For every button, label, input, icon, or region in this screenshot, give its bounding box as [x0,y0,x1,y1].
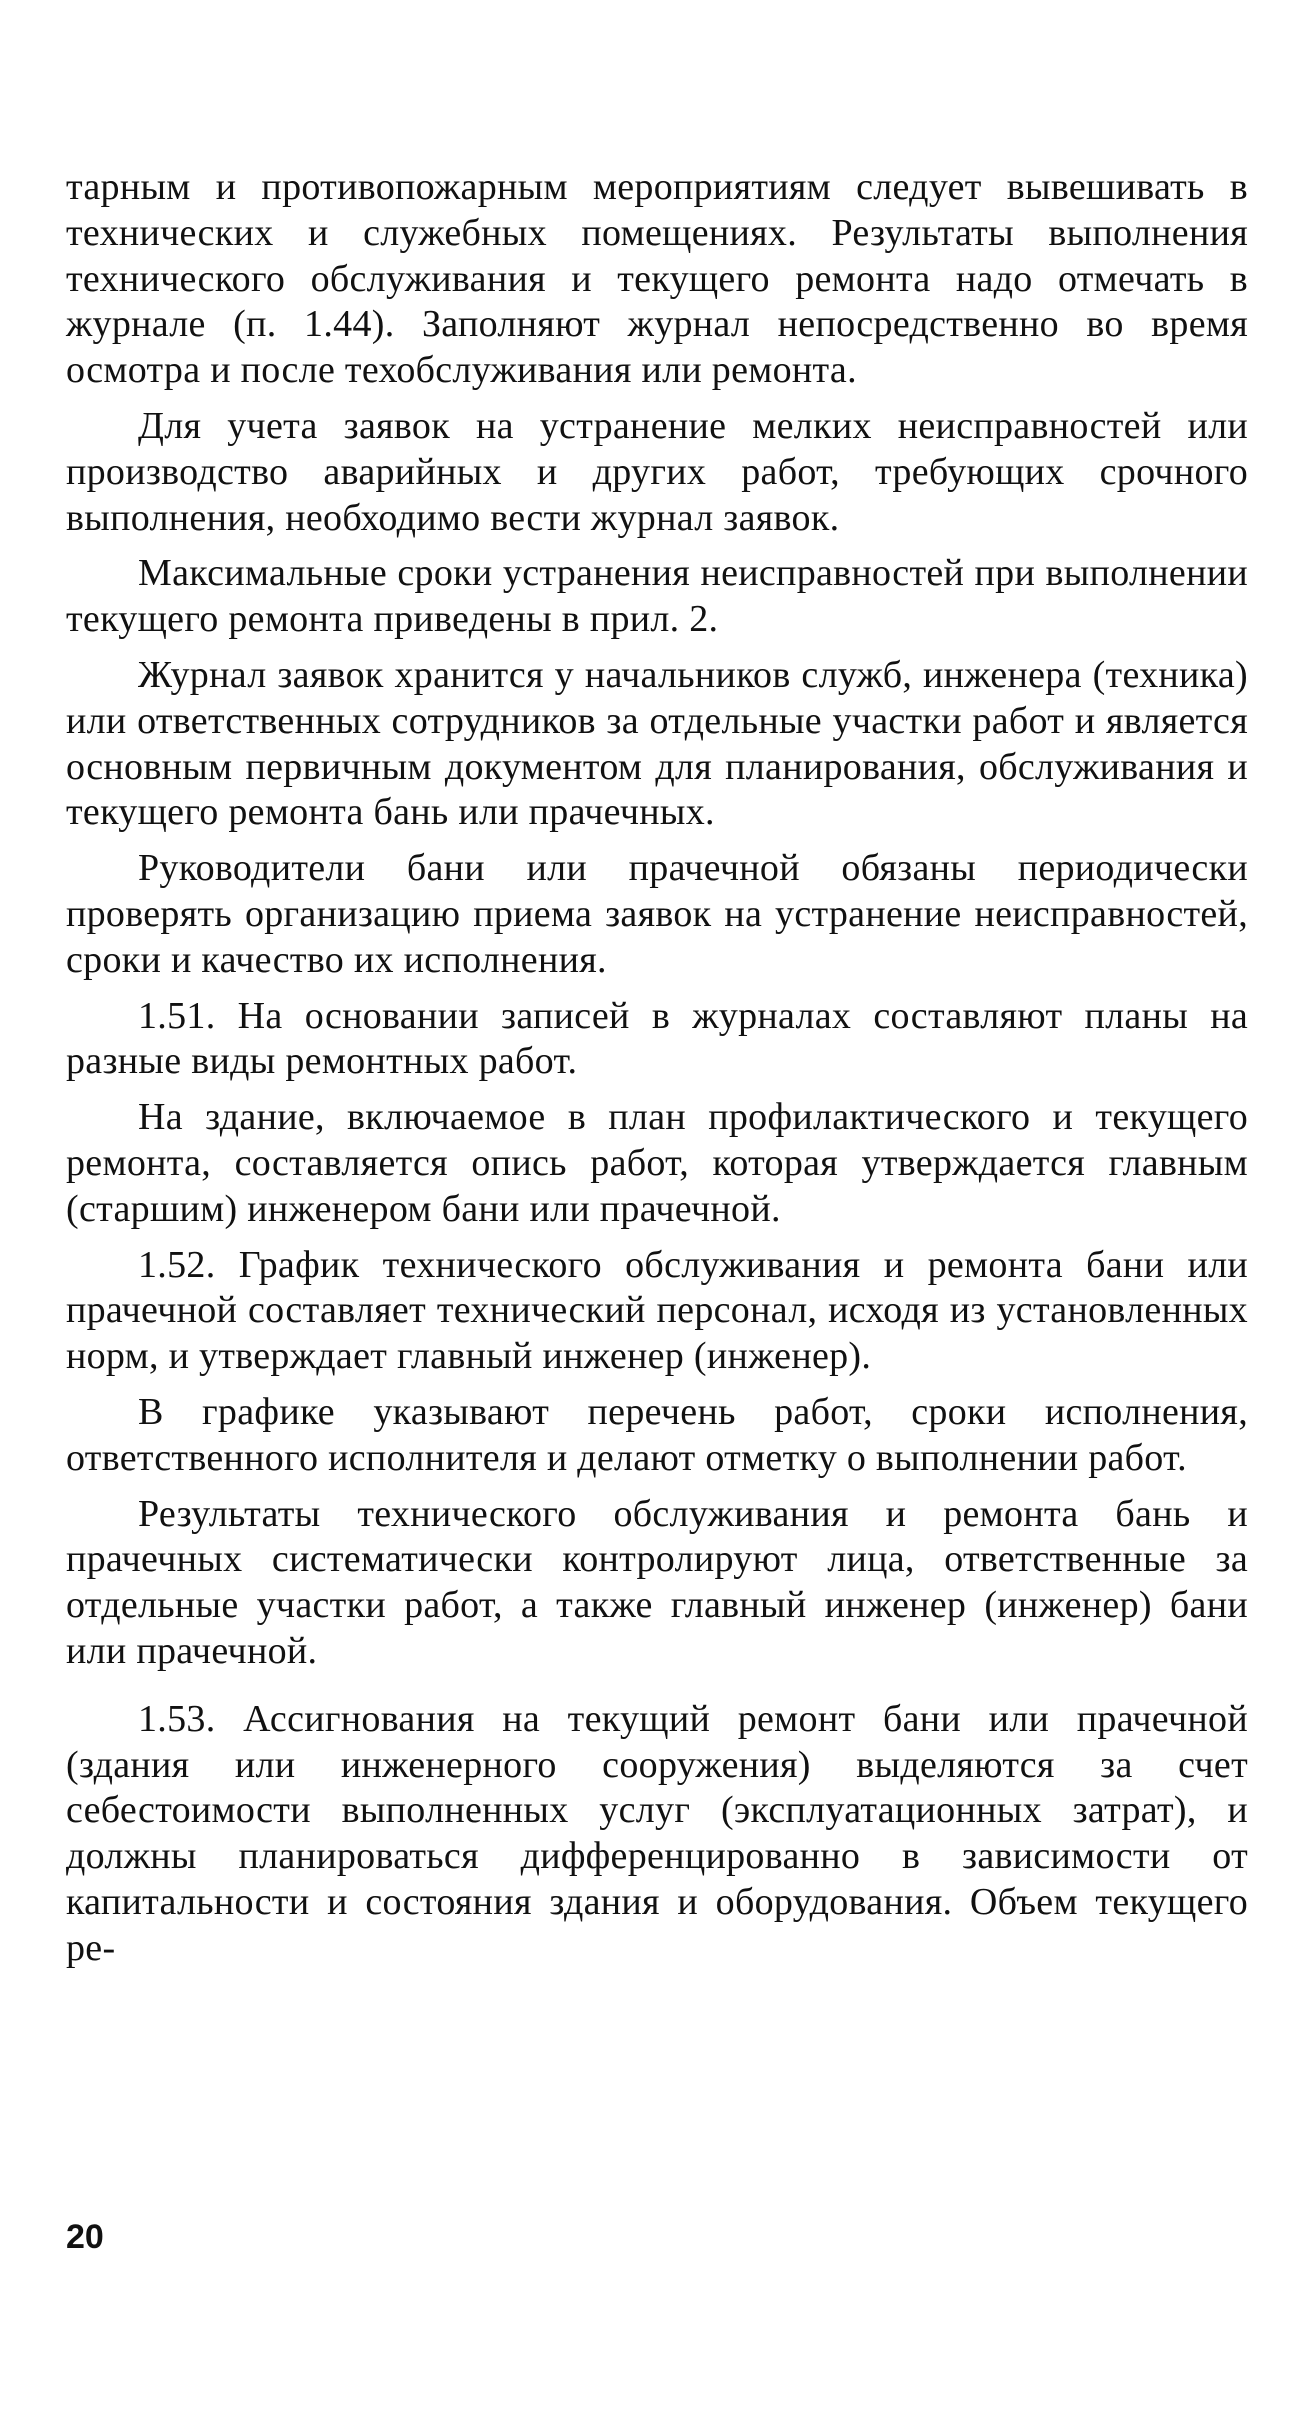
paragraph-schedule-contents: В графике указывают перечень работ, сроки исполнения, ответственного исполнителя и делают отметку о выполнении работ. [66,1390,1248,1479]
page-number: 20 [66,2218,104,2256]
paragraph-section-1-53: 1.53. Ассигнования на текущий ремонт бани или прачечной (здания или инженерного сооружения) выделяются за счет себестоимости выполненных услуг (эксплуатационных затрат), и должны планироваться дифференцированно в зависимости от капитальности и состояния здания и оборудования. Объем текущего ре- [66,1697,1248,1969]
paragraph-max-terms: Максимальные сроки устранения неисправностей при выполнении текущего ремонта приведены в прил. 2. [66,552,1248,641]
paragraph-journal-storage: Журнал заявок хранится у начальников служб, инженера (техника) или ответственных сотрудников за отдельные участки работ и является основным первичным документом для планирования, обслуживания и текущего ремонта бань или прачечных. [66,653,1248,834]
paragraph-managers-check: Руководители бани или прачечной обязаны периодически проверять организацию приема заявок на устранение неисправностей, сроки и качество их исполнения. [66,847,1248,981]
paragraph-section-1-51: 1.51. На основании записей в журналах составляют планы на разные виды ремонтных работ. [66,994,1248,1083]
paragraph-work-inventory: На здание, включаемое в план профилактического и текущего ремонта, составляется опись работ, которая утверждается главным (старшим) инженером бани или прачечной. [66,1096,1248,1230]
paragraph-continuation: тарным и противопожарным мероприятиям следует вывешивать в технических и служебных помещениях. Результаты выполнения технического обслуживания и текущего ремонта надо отмечать в журнале (п. 1.44). Заполняют журнал непосредственно во время осмотра и после техобслуживания или ремонта. [66,166,1248,392]
page-body [66,165,1248,1981]
paragraph-results-control: Результаты технического обслуживания и ремонта бань и прачечных систематически контролируют лица, ответственные за отдельные участки работ, а также главный инженер (инженер) бани или прачечной. [66,1492,1248,1672]
paragraph-requests-journal: Для учета заявок на устранение мелких неисправностей или производство аварийных и других работ, требующих срочного выполнения, необходимо вести журнал заявок. [66,404,1248,539]
paragraph-section-1-52: 1.52. График технического обслуживания и ремонта бани или прачечной составляет технический персонал, исходя из установленных норм, и утверждает главный инженер (инженер). [66,1243,1248,1378]
